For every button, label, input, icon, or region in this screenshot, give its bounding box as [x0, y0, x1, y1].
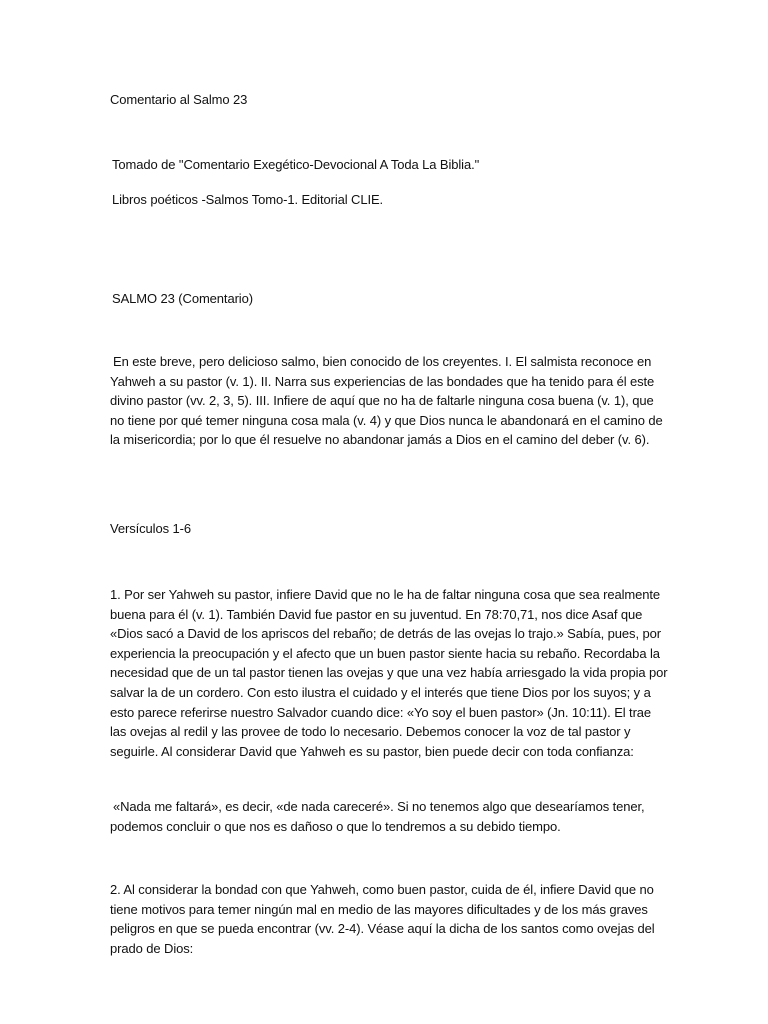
source-line-2: Libros poéticos -Salmos Tomo-1. Editorial CLIE. — [112, 192, 384, 207]
paragraph-1: 1. Por ser Yahweh su pastor, infiere David que no le ha de faltar ninguna cosa que sea realmente buena para él (v. 1). También David fue pastor en su juventud. En 78:70,71, nos dice Asaf que «Dios sacó a David de los apriscos del rebaño; de detrás de las ovejas lo trajo.» Sabía, pues, por experiencia la preocupación y el afecto que un buen pastor siente hacia su rebaño. Recordaba la necesidad que de un tal pastor tienen las ovejas y que una vez había arriesgado la vida propia por salvar la de un cordero. Con esto ilustra el cuidado y el interés que tiene Dios por los suyos; y a esto parece referirse nuestro Salvador cuando dice: «Yo soy el buen pastor» (Jn. 10:11). El trae las ovejas al redil y las provee de todo lo necesario. Debemos conocer la voz de tal pastor y seguirle. Al considerar David que Yahweh es su pastor, bien puede decir con toda confianza: — [110, 587, 668, 759]
document-title: Comentario al Salmo 23 — [110, 92, 248, 107]
section-heading: SALMO 23 (Comentario) — [112, 291, 253, 306]
intro-paragraph: En este breve, pero delicioso salmo, bien conocido de los creyentes. I. El salmista reconoce en Yahweh a su pastor (v. 1). II. Narra sus experiencias de las bondades que ha tenido para él este divino pastor (vv. 2, 3, 5). III. Infiere de aquí que no ha de faltarle ninguna cosa buena (v. 1), que no tiene por qué temer ninguna cosa mala (v. 4) y que Dios nunca le abandonará en el camino de la misericordia; por lo que él resuelve no abandonar jamás a Dios en el camino del deber (v. 6). — [110, 354, 663, 448]
verses-heading: Versículos 1-6 — [110, 521, 191, 536]
paragraph-2: 2. Al considerar la bondad con que Yahweh, como buen pastor, cuida de él, infiere David que no tiene motivos para temer ningún mal en medio de las mayores dificultades y de los más graves peligros en que se pueda encontrar (vv. 2-4). Véase aquí la dicha de los santos como ovejas del prado de Dios: — [110, 882, 655, 956]
source-line-1: Tomado de "Comentario Exegético-Devocional A Toda La Biblia." — [112, 157, 480, 172]
quote-paragraph: «Nada me faltará», es decir, «de nada careceré». Si no tenemos algo que desearíamos tener, podemos concluir o que nos es dañoso o que lo tendremos a su debido tiempo. — [110, 799, 645, 834]
